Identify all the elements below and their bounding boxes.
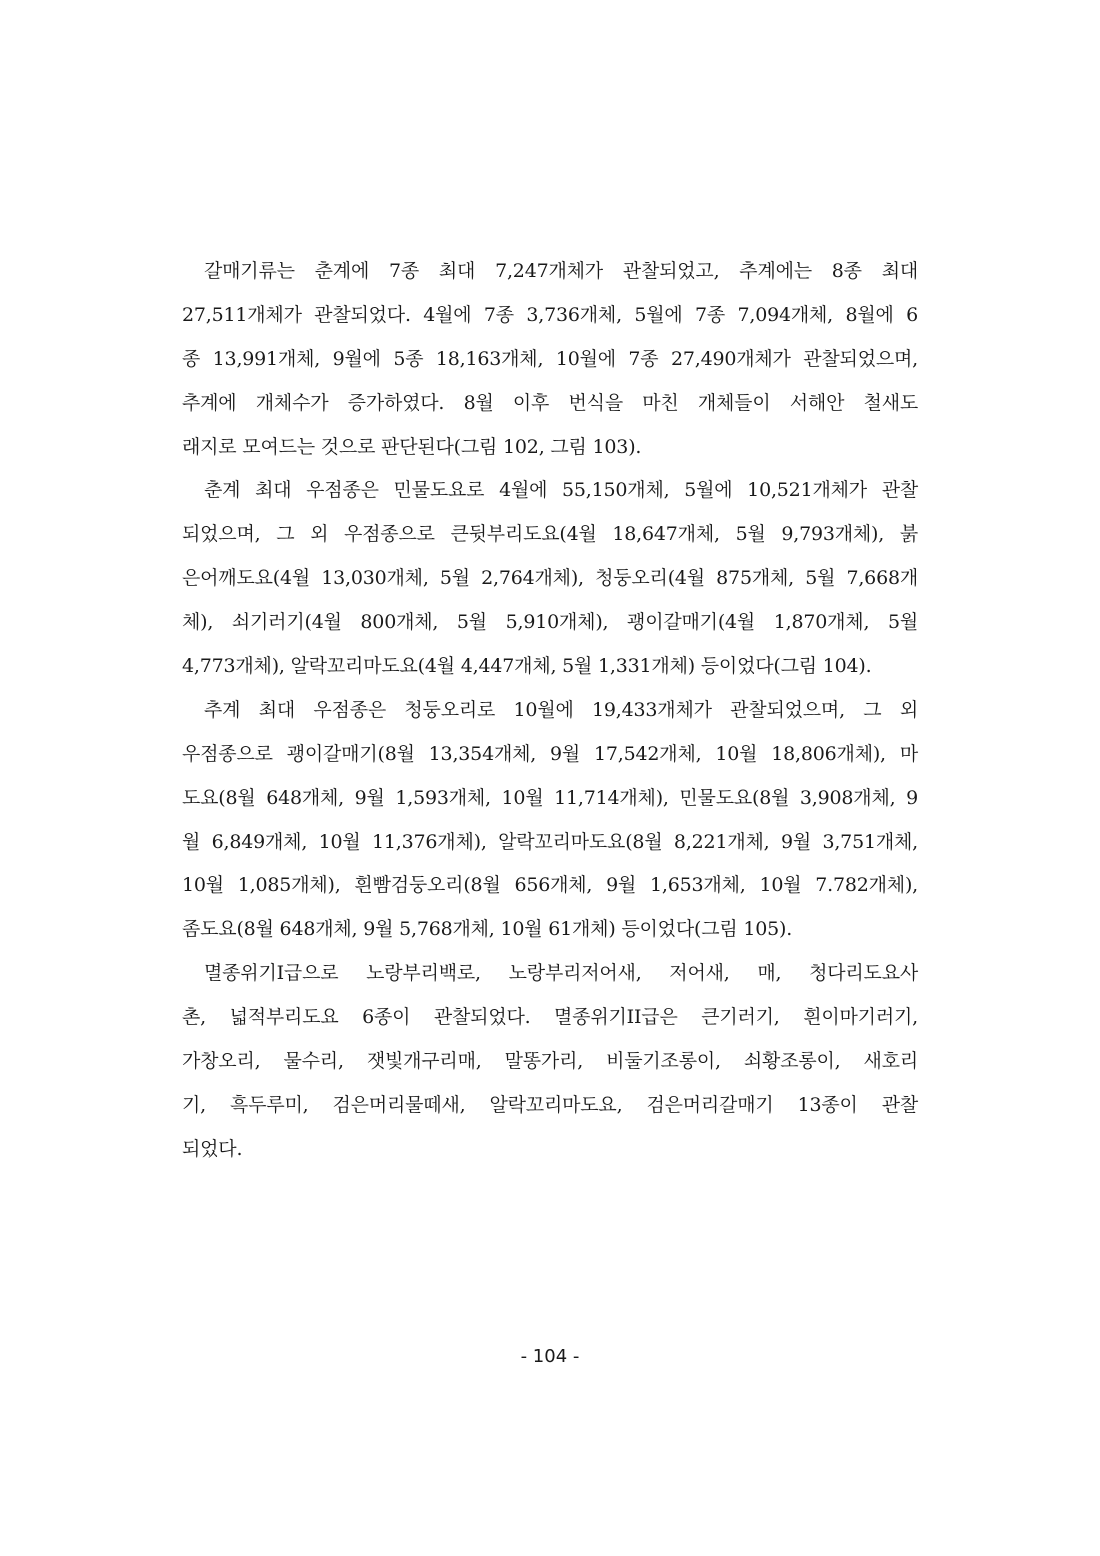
paragraph-line: 래지로 모여드는 것으로 판단된다(그림 102, 그림 103). [182, 435, 642, 458]
paragraph-spring-dominant-species [182, 469, 918, 688]
paragraph-line: 되었다. [182, 1137, 243, 1160]
paragraph-line: 체), 쇠기러기(4월 800개체, 5월 5,910개체), 괭이갈매기(4월 1,870개체, 5월 [182, 611, 918, 634]
paragraph-line: 은어깨도요(4월 13,030개체, 5월 2,764개체), 청둥오리(4월 875개체, 5월 7,668개 [182, 567, 918, 590]
page-number: - 104 - [520, 1346, 580, 1367]
paragraph-line: 10월 1,085개체), 흰빰검둥오리(8월 656개체, 9월 1,653개체, 10월 7.782개체), [182, 874, 918, 897]
paragraph-line: 촌, 넓적부리도요 6종이 관찰되었다. 멸종위기II급은 큰기러기, 흰이마기러기, [182, 1006, 918, 1029]
paragraph-line: 추계에 개체수가 증가하였다. 8월 이후 번식을 마친 개체들이 서해안 철새도 [182, 391, 918, 414]
paragraph-line: 종 13,991개체, 9월에 5종 18,163개체, 10월에 7종 27,490개체가 관찰되었으며, [182, 347, 918, 370]
paragraph-line: 27,511개체가 관찰되었다. 4월에 7종 3,736개체, 5월에 7종 7,094개체, 8월에 6 [182, 303, 918, 326]
paragraph-line: 갈매기류는 춘계에 7종 최대 7,247개체가 관찰되었고, 추계에는 8종 최대 [204, 260, 918, 282]
paragraph-line: 우점종으로 괭이갈매기(8월 13,354개체, 9월 17,542개체, 10월 18,806개체), 마 [182, 742, 918, 765]
paragraph-endangered-species [182, 952, 918, 1171]
paragraph-line: 기, 흑두루미, 검은머리물떼새, 알락꼬리마도요, 검은머리갈매기 13종이 관찰 [182, 1093, 918, 1116]
paragraph-line: 추계 최대 우점종은 청둥오리로 10월에 19,433개체가 관찰되었으며, 그 외 [204, 698, 918, 721]
paragraph-line: 도요(8월 648개체, 9월 1,593개체, 10월 11,714개체), 민물도요(8월 3,908개체, 9 [182, 786, 918, 809]
paragraph-line: 되었으며, 그 외 우점종으로 큰뒷부리도요(4월 18,647개체, 5월 9,793개체), 붉 [182, 523, 918, 546]
paragraph-gull-overview [182, 250, 918, 469]
paragraph-line: 멸종위기I급으로 노랑부리백로, 노랑부리저어새, 저어새, 매, 청다리도요사 [204, 962, 918, 985]
paragraph-line: 월 6,849개체, 10월 11,376개체), 알락꼬리마도요(8월 8,221개체, 9월 3,751개체, [182, 830, 918, 853]
paragraph-line: 좀도요(8월 648개체, 9월 5,768개체, 10월 61개체) 등이었다(그림 105). [182, 918, 793, 941]
body-text [182, 250, 918, 1172]
paragraph-line: 춘계 최대 우점종은 민물도요로 4월에 55,150개체, 5월에 10,521개체가 관찰 [204, 479, 918, 502]
paragraph-line: 가창오리, 물수리, 잿빛개구리매, 말똥가리, 비둘기조롱이, 쇠황조롱이, 새호리 [182, 1050, 918, 1073]
paragraph-line: 4,773개체), 알락꼬리마도요(4월 4,447개체, 5월 1,331개체) 등이었다(그림 104). [182, 655, 872, 678]
paragraph-autumn-dominant-species [182, 689, 918, 952]
